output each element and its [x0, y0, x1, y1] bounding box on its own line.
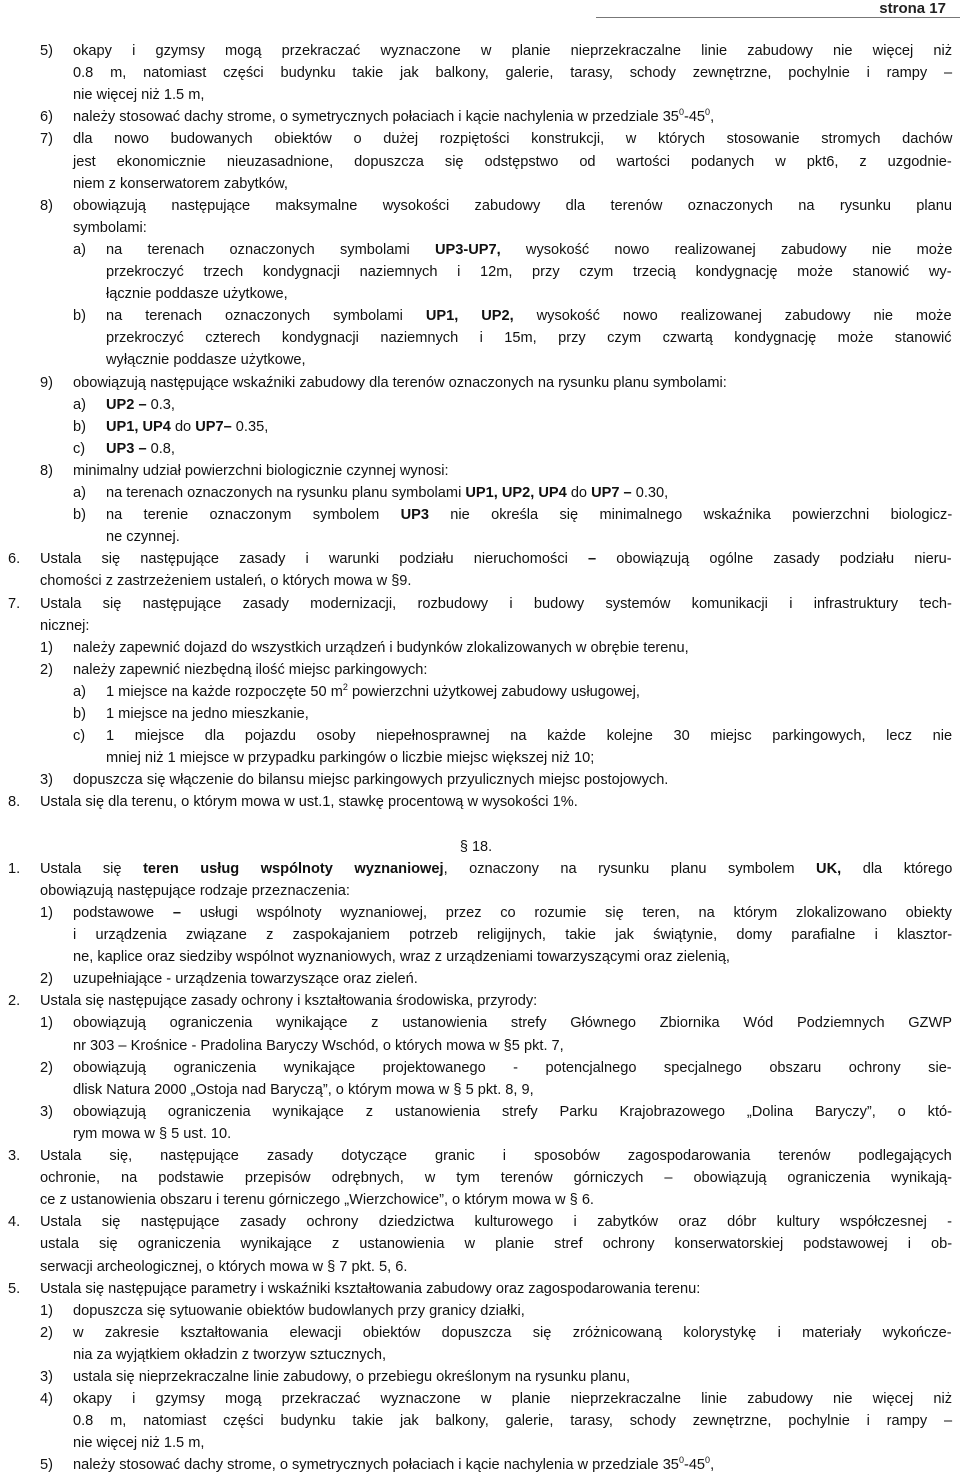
list-marker: b) [73, 418, 86, 435]
text-line: dla nowo budowanych obiektów o dużej rozpiętości konstrukcji, w których stosowanie stromych dachów [73, 131, 953, 148]
text-line: przekroczyć trzech kondygnacji naziemnych i 12m, przy czym trzecią kondygnację może stanowić wy- [106, 264, 952, 280]
text-line: na terenie oznaczonym symbolem UP3 nie określa się minimalnego wskaźnika powierzchni biologicz- [106, 507, 953, 524]
text-line: należy zapewnić niezbędną ilość miejsc parkingowych: [73, 661, 428, 678]
text-line: rym mowa w § 5 ust. 10. [73, 1125, 232, 1142]
list-marker: 3) [40, 1369, 53, 1385]
list-marker: 9) [40, 374, 53, 391]
text-line: przekroczyć czterech kondygnacji naziemnych i 15m, przy czym czwartą kondygnację może stanowić [106, 330, 952, 347]
list-marker: 1) [40, 1015, 53, 1032]
list-marker: a) [73, 396, 86, 413]
list-marker: 3) [40, 1103, 53, 1120]
text-line: ustala się ograniczenia wynikające z ustanowienia w planie stref ochrony konserwatorskiej podstawowej i ob- [40, 1236, 953, 1253]
list-marker: 7) [40, 131, 53, 148]
list-marker: 2) [40, 661, 53, 678]
text-line: w zakresie kształtowania elewacji obiektów dopuszcza się zróżnicowaną kolorystykę i materiały wykończe- [73, 1324, 952, 1341]
list-marker: 3. [8, 1148, 21, 1164]
text-line: i urządzenia związane z zaspokajaniem potrzeb religijnych, takie jak świątynie, domy parafialne i klasztor- [73, 927, 953, 943]
list-marker: 4) [40, 1391, 53, 1408]
text-line: Ustala się, następujące zasady dotyczące granic i sposobów zagospodarowania terenów podlegających [40, 1148, 952, 1164]
list-marker: b) [73, 706, 86, 722]
text-line: serwacji archeologicznej, o których mowa w § 7 pkt. 5, 6. [40, 1258, 408, 1275]
list-marker: a) [73, 683, 86, 700]
text-line: UP1, UP4 do UP7– 0.35, [106, 418, 269, 435]
text-line: Ustala się następujące zasady modernizacji, rozbudowy i budowy systemów komunikacji i infrastruktury tech- [40, 595, 952, 612]
list-marker: 8) [40, 197, 53, 214]
text-line: Ustala się następujące zasady ochrony dziedzictwa kulturowego i zabytków oraz dóbr kultury współczesnej - [40, 1214, 953, 1231]
list-marker: 2) [40, 1059, 53, 1076]
text-line: ne, kaplice oraz siedziby wspólnot wyznaniowych, wraz z urządzeniami towarzyszącymi oraz zielenią, [73, 949, 730, 966]
text-line: na terenach oznaczonych symbolami UP3-UP7, wysokość nowo realizowanej zabudowy nie może [106, 241, 953, 258]
text-line: nia za wyjątkiem okładzin z tworzyw sztucznych, [73, 1346, 387, 1363]
list-marker: 2) [40, 1324, 53, 1341]
text-line: nie więcej niż 1.5 m, [73, 87, 205, 104]
text-line: obowiązują następujące rodzaje przeznaczenia: [40, 882, 350, 899]
text-line: należy zapewnić dojazd do wszystkich urządzeń i budynków zlokalizowanych w obrębie terenu, [73, 639, 689, 656]
list-marker: 8) [40, 462, 53, 479]
section-heading: § 18. [459, 838, 493, 855]
text-line: dopuszcza się włączenie do bilansu miejsc parkingowych przyulicznych miejsc postojowych. [73, 772, 669, 789]
text-line: na terenach oznaczonych symbolami UP1, UP2, wysokość nowo realizowanej zabudowy nie może [106, 308, 952, 325]
text-line: podstawowe – usługi wspólnoty wyznaniowej, przez co rozumie się teren, na którym zlokalizowano obiekty [73, 904, 952, 921]
list-marker: 1) [40, 639, 53, 656]
text-line: obowiązują następujące wskaźniki zabudowy dla terenów oznaczonych na rysunku planu symbolami: [73, 374, 727, 391]
text-line: należy stosować dachy strome, o symetrycznych połaciach i kącie nachylenia w przedziale $35^0-45^0$, [73, 107, 715, 126]
text-line: okapy i gzymsy mogą przekraczać wyznaczone w planie nieprzekraczalne linie zabudowy nie więcej niż [73, 1391, 953, 1408]
list-marker: 5. [8, 1280, 21, 1297]
text-line: okapy i gzymsy mogą przekraczać wyznaczone w planie nieprzekraczalne linie zabudowy nie więcej niż [73, 43, 953, 59]
list-marker: 6. [8, 551, 21, 568]
text-line: 1 miejsce na jedno mieszkanie, [106, 706, 309, 722]
text-line: obowiązują następujące maksymalne wysokości zabudowy dla terenów oznaczonych na rysunku planu [73, 197, 953, 214]
text-line: chomości z zastrzeżeniem ustaleń, o których mowa w §9. [40, 573, 412, 590]
text-line: 1 miejsce dla pojazdu osoby niepełnosprawnej na każde kolejne 30 miejsc parkingowych, lecz nie [106, 728, 953, 745]
text-line: łącznie poddasze użytkowe, [106, 286, 288, 303]
text-line: UP3 – 0.8, [106, 440, 175, 457]
list-marker: 1. [8, 860, 21, 877]
text-line: jest ekonomicznie nieuzasadnione, dopuszcza się odstępstwo od wartości podanych w pkt6, z uzgodnie- [73, 153, 952, 170]
text-line: ne czynnej. [106, 529, 180, 546]
list-marker: c) [73, 728, 86, 745]
text-line: Ustala się następujące zasady i warunki podziału nieruchomości – obowiązują ogólne zasady podziału nieru- [40, 551, 952, 568]
list-marker: 8. [8, 794, 21, 811]
page-header [0, 0, 960, 40]
text-line: mniej niż 1 miejsce w przypadku parkingów o liczbie miejsc większej niż 10; [106, 750, 595, 767]
text-line: niem z konserwatorem zabytków, [73, 175, 288, 192]
list-marker: 4. [8, 1214, 21, 1231]
text-line: UP2 – 0.3, [106, 396, 175, 413]
text-line: nicznej: [40, 617, 90, 634]
list-marker: 6) [40, 109, 53, 126]
text-line: obowiązują ograniczenia wynikające projektowanego - potencjalnego specjalnego obszaru ochrony sie- [73, 1059, 952, 1076]
list-marker: b) [73, 308, 86, 325]
list-marker: 1) [40, 904, 53, 921]
list-marker: 5) [40, 1457, 53, 1474]
text-line: ustala się nieprzekraczalne linie zabudowy, o przebiegu określonym na rysunku planu, [73, 1369, 631, 1385]
list-marker: c) [73, 440, 86, 457]
text-line: Ustala się następujące parametry i wskaźniki kształtowania zabudowy oraz zagospodarowania terenu: [40, 1280, 701, 1297]
text-line: Ustala się teren usług wspólnoty wyznaniowej, oznaczony na rysunku planu symbolem UK, dla którego [40, 860, 953, 877]
text-line: obowiązują ograniczenia wynikające z ustanowienia strefy Głównego Zbiornika Wód Podziemnych GZWP [73, 1015, 952, 1032]
text-line: dlisk Natura 2000 „Ostoja nad Baryczą”, o którym mowa w § 5 pkt. 8, 9, [73, 1081, 534, 1098]
text-line: 1 miejsce na każde rozpoczęte 50 $m^2$ powierzchni użytkowej zabudowy usługowej, [106, 681, 640, 700]
text-line: na terenach oznaczonych na rysunku planu symbolami UP1, UP2, UP4 do UP7 – 0.30, [106, 485, 669, 501]
text-line: uzupełniające - urządzenia towarzyszące oraz zieleń. [73, 971, 418, 988]
text-line: obowiązują ograniczenia wynikające z ustanowienia strefy Parku Krajobrazowego „Dolina Baryczy”, o któ- [73, 1103, 952, 1120]
list-marker: a) [73, 485, 86, 501]
list-marker: 5) [40, 43, 53, 59]
text-line: Ustala się dla terenu, o którym mowa w ust.1, stawkę procentową w wysokości 1%. [40, 794, 578, 811]
text-line: minimalny udział powierzchni biologicznie czynnej wynosi: [73, 462, 449, 479]
text-line: nie więcej niż 1.5 m, [73, 1435, 205, 1452]
list-marker: 2) [40, 971, 53, 988]
list-marker: 3) [40, 772, 53, 789]
list-marker: a) [73, 241, 86, 258]
text-line: ochronie, na podstawie przepisów odrębnych, w tym terenów górniczych – obowiązują ograniczenia wynikają- [40, 1170, 952, 1187]
text-line: symbolami: [73, 219, 147, 236]
text-line: należy stosować dachy strome, o symetrycznych połaciach i kącie nachylenia w przedziale $35^0-45^0$, [73, 1455, 715, 1474]
page-number: strona 17 [879, 0, 946, 17]
text-line: ce z ustanowienia obszaru i terenu górniczego „Wierzchowice”, o którym mowa w § 6. [40, 1192, 594, 1209]
text-line: Ustala się następujące zasady ochrony i kształtowania środowiska, przyrody: [40, 993, 538, 1010]
list-marker: 2. [8, 993, 21, 1010]
text-line: dopuszcza się sytuowanie obiektów budowlanych przy granicy działki, [73, 1302, 525, 1319]
text-line: 0.8 m, natomiast części budynku takie jak balkony, galerie, tarasy, schody zewnętrzne, pochylnie i rampy – [73, 1413, 953, 1430]
text-line: 0.8 m, natomiast części budynku takie jak balkony, galerie, tarasy, schody zewnętrzne, pochylnie i rampy – [73, 65, 953, 82]
list-marker: b) [73, 507, 86, 524]
text-line: wyłącznie poddasze użytkowe, [106, 352, 306, 369]
text-line: nr 303 – Krośnice - Pradolina Baryczy Wschód, o których mowa w §5 pkt. 7, [73, 1037, 564, 1054]
list-marker: 7. [8, 595, 21, 612]
list-marker: 1) [40, 1302, 53, 1319]
header-rule [596, 17, 960, 18]
